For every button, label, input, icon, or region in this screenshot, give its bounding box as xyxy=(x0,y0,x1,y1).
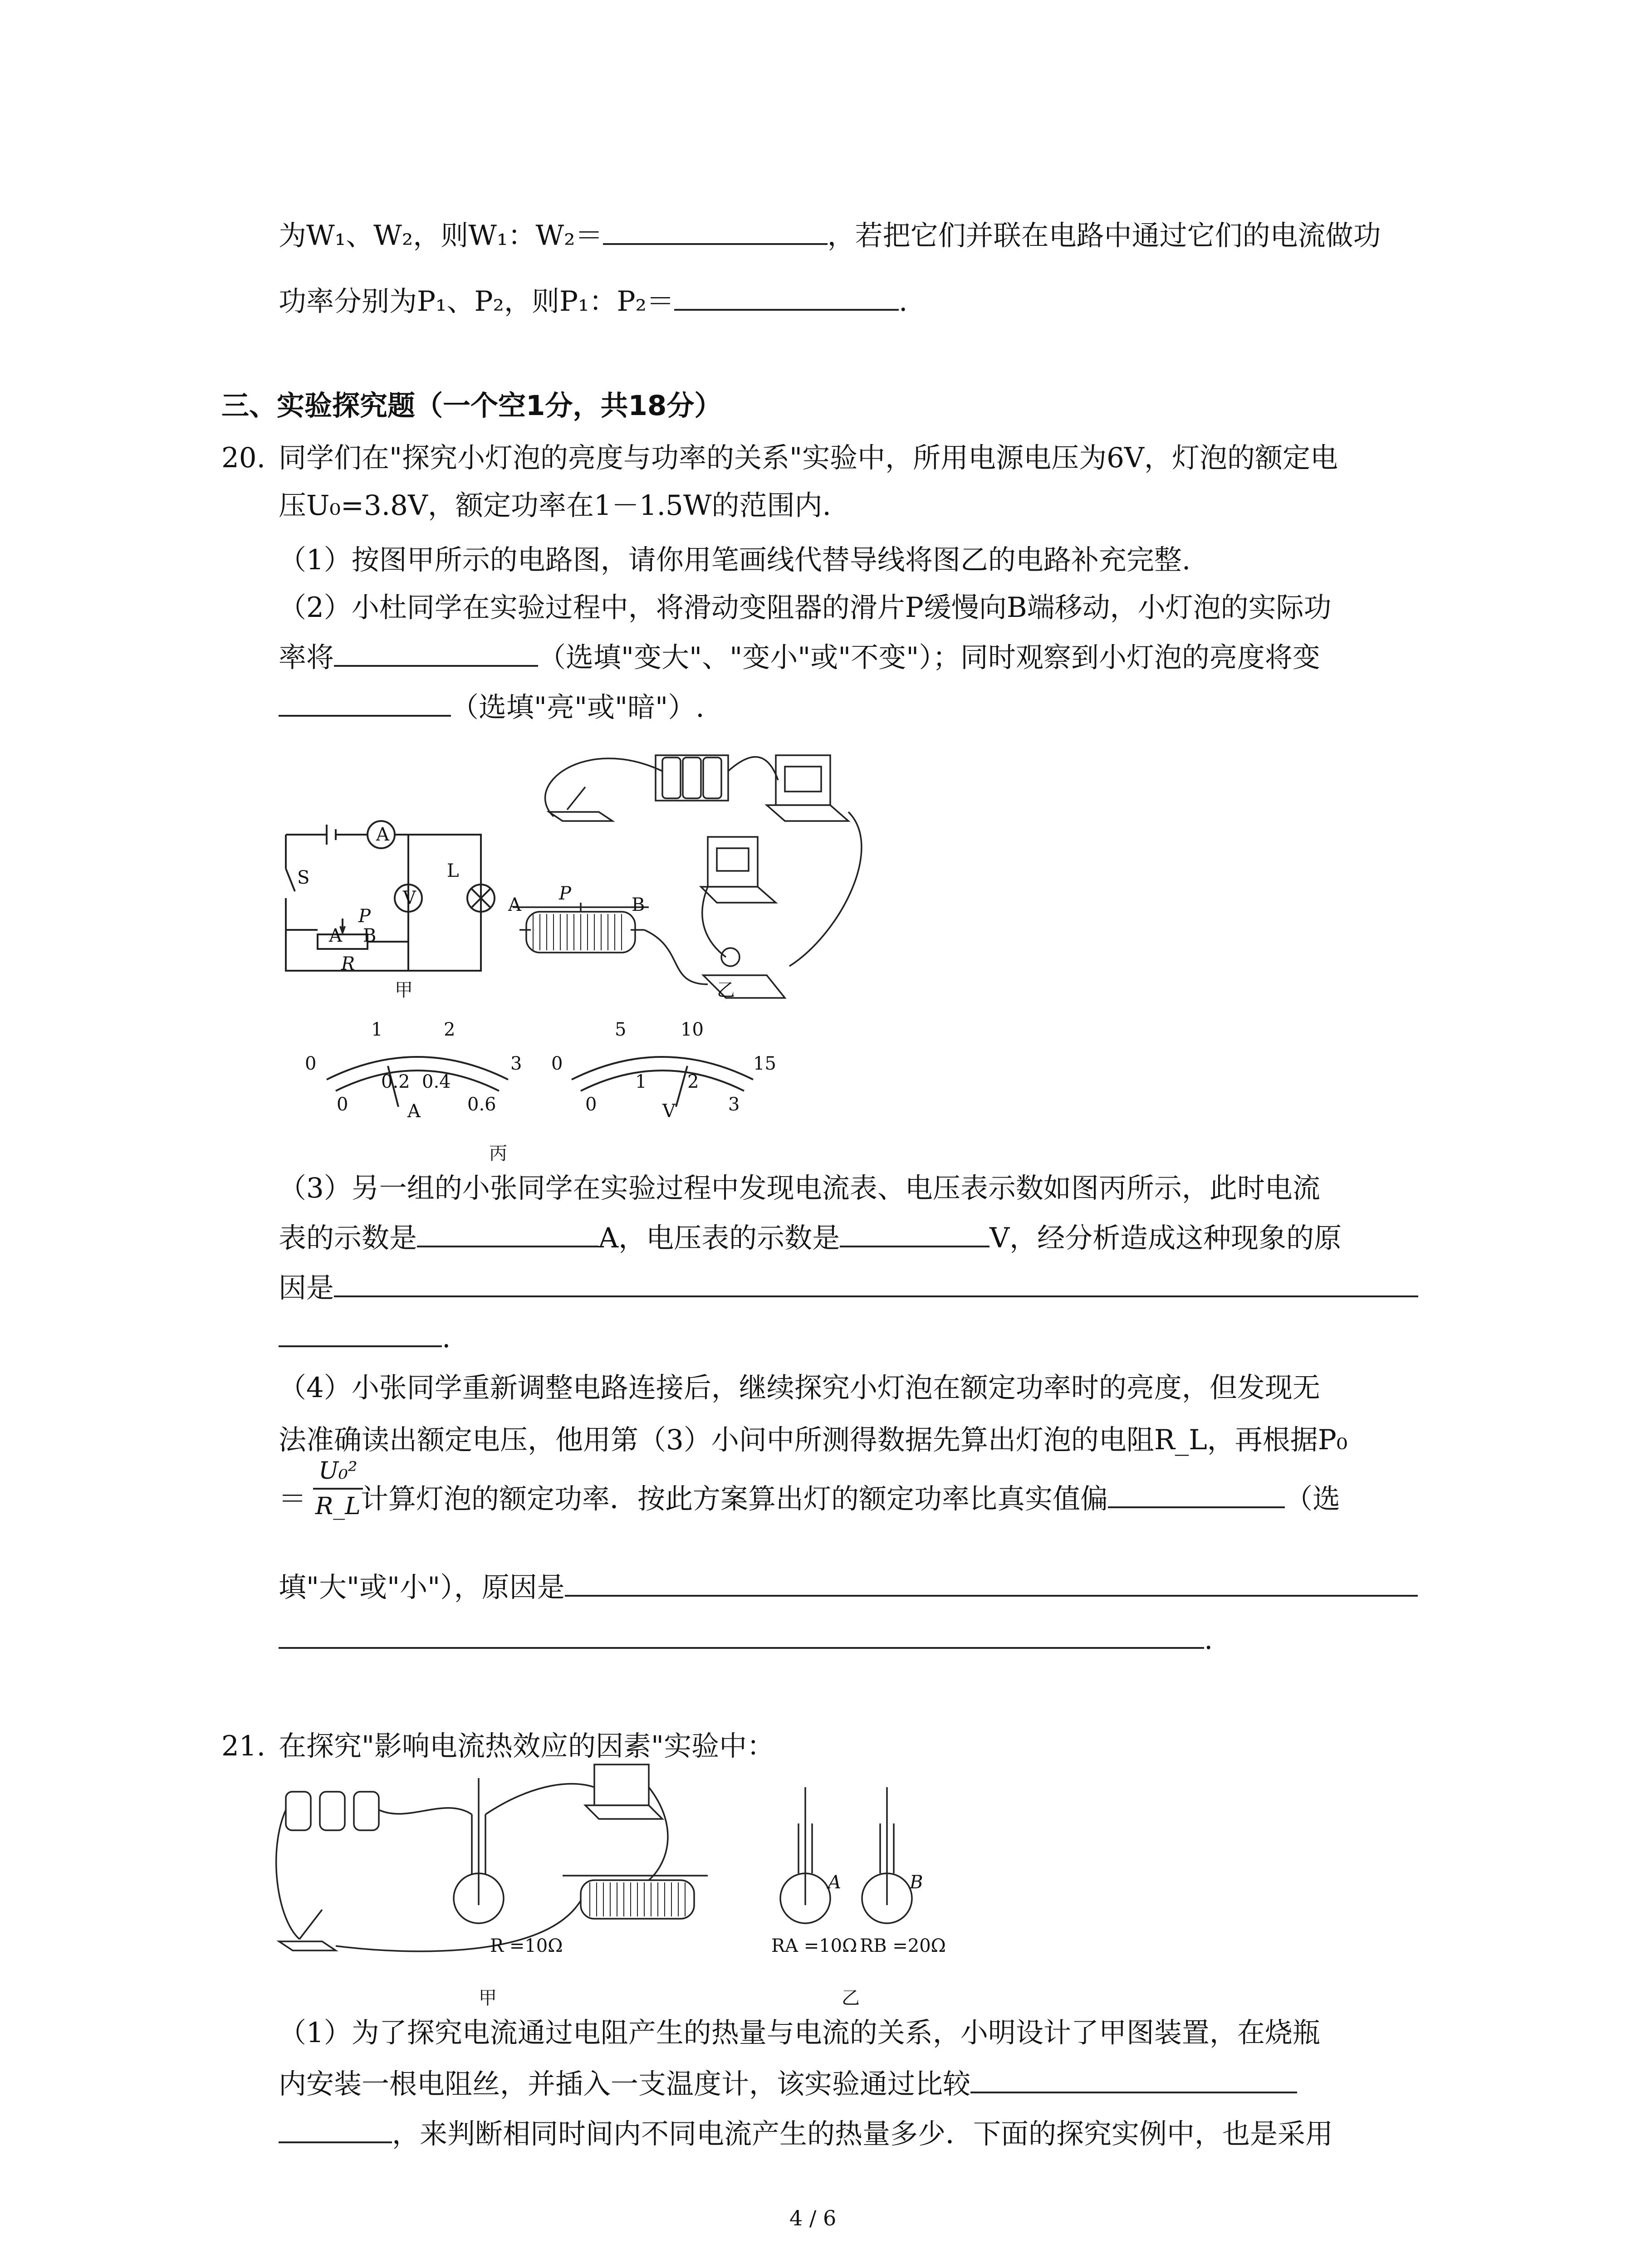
q20-part-4-line-4 xyxy=(279,1565,1418,1610)
answer-blank[interactable] xyxy=(279,1619,1204,1649)
terminal-a-label: A xyxy=(329,925,342,946)
ammeter-bottom-0: 0 xyxy=(337,1094,348,1115)
voltmeter-bottom-1: 1 xyxy=(635,1071,647,1092)
answer-blank[interactable] xyxy=(279,2113,392,2143)
answer-blank[interactable] xyxy=(970,2063,1297,2093)
ammeter-unit: A xyxy=(407,1101,421,1122)
q21-text: ，来判断相同时间内不同电流产生的热量多少．下面的探究实例中，也是采用 xyxy=(392,2118,1333,2150)
answer-blank[interactable] xyxy=(279,1317,442,1347)
power-formula-fraction xyxy=(313,1456,363,1521)
slider-p-label: P xyxy=(358,906,371,927)
voltmeter-top-0: 0 xyxy=(551,1053,563,1074)
q20-part-3-line-3 xyxy=(279,1266,1418,1311)
q20-part-3-line-2 xyxy=(279,1216,1342,1261)
question-number: 20. xyxy=(221,442,266,474)
figure-label-yi: 乙 xyxy=(717,980,735,1001)
q20-part-2-line-2 xyxy=(279,635,1320,680)
ammeter-top-0: 0 xyxy=(305,1053,317,1074)
q20-part-4-line-1: （4）小张同学重新调整电路连接后，继续探究小灯泡在额定功率时的亮度，但发现无 xyxy=(279,1372,1320,1404)
resistor-rb-label: RB =20Ω xyxy=(860,1936,946,1956)
q19-text: . xyxy=(899,285,908,318)
q20-text: . xyxy=(1204,1623,1213,1656)
answer-blank[interactable] xyxy=(1108,1478,1285,1508)
ammeter-bottom-2: 0.4 xyxy=(422,1071,451,1092)
fraction-numerator: U₀² xyxy=(318,1457,358,1485)
figure-label-yi: 乙 xyxy=(842,1988,860,2009)
resistor-r-label: R =10Ω xyxy=(490,1936,563,1956)
q20-part-4-line-3 xyxy=(279,1476,1340,1522)
answer-blank[interactable] xyxy=(603,215,828,245)
q21-part-1-line-3 xyxy=(279,2112,1333,2157)
q20-text: 填"大"或"小"），原因是 xyxy=(279,1571,565,1603)
ammeter-bottom-1: 0.2 xyxy=(381,1071,410,1092)
q20-text: （选 xyxy=(1285,1483,1341,1515)
flask-b-label: B xyxy=(910,1872,923,1893)
q19-line-1 xyxy=(279,213,1381,259)
q20-text: . xyxy=(442,1322,451,1354)
q20-part-3-line-4 xyxy=(279,1315,451,1361)
q20-text: V，经分析造成这种现象的原 xyxy=(989,1222,1342,1254)
q20-part-2-line-3 xyxy=(279,685,705,730)
equals-sign: ＝ xyxy=(279,1483,307,1515)
q20-text: （选填"变大"、"变小"或"不变"）；同时观察到小灯泡的亮度将变 xyxy=(538,641,1320,674)
ammeter-bottom-3: 0.6 xyxy=(467,1094,496,1115)
resistor-ra-label: RA =10Ω xyxy=(771,1936,857,1956)
voltmeter-top-15: 15 xyxy=(753,1053,776,1074)
answer-blank[interactable] xyxy=(334,1267,1418,1297)
q21-text: 内安装一根电阻丝，并插入一支温度计，该实验通过比较 xyxy=(279,2068,971,2100)
q20-part-3-line-1: （3）另一组的小张同学在实验过程中发现电流表、电压表示数如图丙所示，此时电流 xyxy=(279,1172,1320,1204)
q20-text: A，电压表的示数是 xyxy=(598,1222,840,1254)
q21-stem: 在探究"影响电流热效应的因素"实验中： xyxy=(279,1730,775,1762)
q21-part-1-line-2 xyxy=(279,2062,1297,2107)
ammeter-symbol-label: A xyxy=(376,824,389,845)
voltmeter-bottom-3: 3 xyxy=(728,1094,740,1115)
voltmeter-bottom-2: 2 xyxy=(687,1071,699,1092)
figure-label-jia: 甲 xyxy=(479,1988,497,2009)
answer-blank[interactable] xyxy=(417,1217,598,1247)
rheostat-r-label: R xyxy=(341,953,355,974)
heating-apparatus-jia xyxy=(272,1760,744,1950)
q19-text: 为W₁、W₂，则W₁：W₂＝ xyxy=(279,220,603,252)
voltmeter-bottom-0: 0 xyxy=(585,1094,597,1115)
question-number: 21. xyxy=(221,1730,266,1762)
switch-label: S xyxy=(297,867,310,888)
fraction-denominator: R_L xyxy=(315,1493,361,1520)
rheostat-terminal-a-label: A xyxy=(508,894,521,915)
q20-part-4-line-2: 法准确读出额定电压，他用第（3）小问中所测得数据先算出灯泡的电阻R_L，再根据P₀ xyxy=(279,1424,1348,1456)
answer-blank[interactable] xyxy=(334,637,538,667)
q19-text: 功率分别为P₁、P₂，则P₁：P₂＝ xyxy=(279,285,674,318)
answer-blank[interactable] xyxy=(840,1217,989,1247)
q20-text: （选填"亮"或"暗"）. xyxy=(451,691,705,723)
q20-part-1: （1）按图甲所示的电路图，请你用笔画线代替导线将图乙的电路补充完整. xyxy=(279,544,1191,576)
q19-line-2 xyxy=(279,279,907,324)
lamp-label: L xyxy=(447,860,459,881)
rheostat-terminal-b-label: B xyxy=(632,894,645,915)
section-heading: 三、实验探究题（一个空1分，共18分） xyxy=(221,390,722,422)
apparatus-diagram-yi xyxy=(495,730,966,1002)
q20-text: 计算灯泡的额定功率．按此方案算出灯的额定功率比真实值偏 xyxy=(361,1483,1108,1515)
q20-text: 因是 xyxy=(279,1272,334,1304)
rheostat-slider-label: P xyxy=(559,883,571,904)
q20-stem-1: 同学们在"探究小灯泡的亮度与功率的关系"实验中，所用电源电压为6V，灯泡的额定电 xyxy=(279,442,1338,474)
q20-part-2-line-1: （2）小杜同学在实验过程中，将滑动变阻器的滑片P缓慢向B端移动，小灯泡的实际功 xyxy=(279,591,1332,624)
q20-part-4-line-5 xyxy=(279,1617,1213,1662)
voltmeter-unit: V xyxy=(662,1101,676,1122)
answer-blank[interactable] xyxy=(674,281,899,311)
ammeter-top-1: 1 xyxy=(371,1019,383,1040)
q20-text: 表的示数是 xyxy=(279,1222,417,1254)
heating-apparatus-yi xyxy=(771,1783,962,1937)
answer-blank[interactable] xyxy=(279,687,451,717)
figure-label-jia: 甲 xyxy=(395,980,413,1001)
q19-text: ，若把它们并联在电路中通过它们的电流做功 xyxy=(827,220,1381,252)
voltmeter-symbol-label: V xyxy=(403,888,416,909)
circuit-diagram-jia xyxy=(272,807,526,980)
answer-blank[interactable] xyxy=(565,1567,1418,1597)
figure-label-bing: 丙 xyxy=(489,1143,507,1164)
flask-a-label: A xyxy=(828,1872,841,1893)
q20-text: 率将 xyxy=(279,641,334,674)
fraction-bar xyxy=(313,1488,363,1490)
ammeter-top-3: 3 xyxy=(510,1053,522,1074)
voltmeter-top-5: 5 xyxy=(615,1019,627,1040)
page-number: 4 / 6 xyxy=(789,2206,837,2230)
ammeter-top-2: 2 xyxy=(444,1019,456,1040)
q20-stem-2: 压U₀=3.8V，额定功率在1－1.5W的范围内. xyxy=(279,489,831,522)
q21-part-1-line-1: （1）为了探究电流通过电阻产生的热量与电流的关系，小明设计了甲图装置，在烧瓶 xyxy=(279,2017,1320,2049)
voltmeter-top-10: 10 xyxy=(681,1019,704,1040)
terminal-b-label: B xyxy=(363,925,377,946)
